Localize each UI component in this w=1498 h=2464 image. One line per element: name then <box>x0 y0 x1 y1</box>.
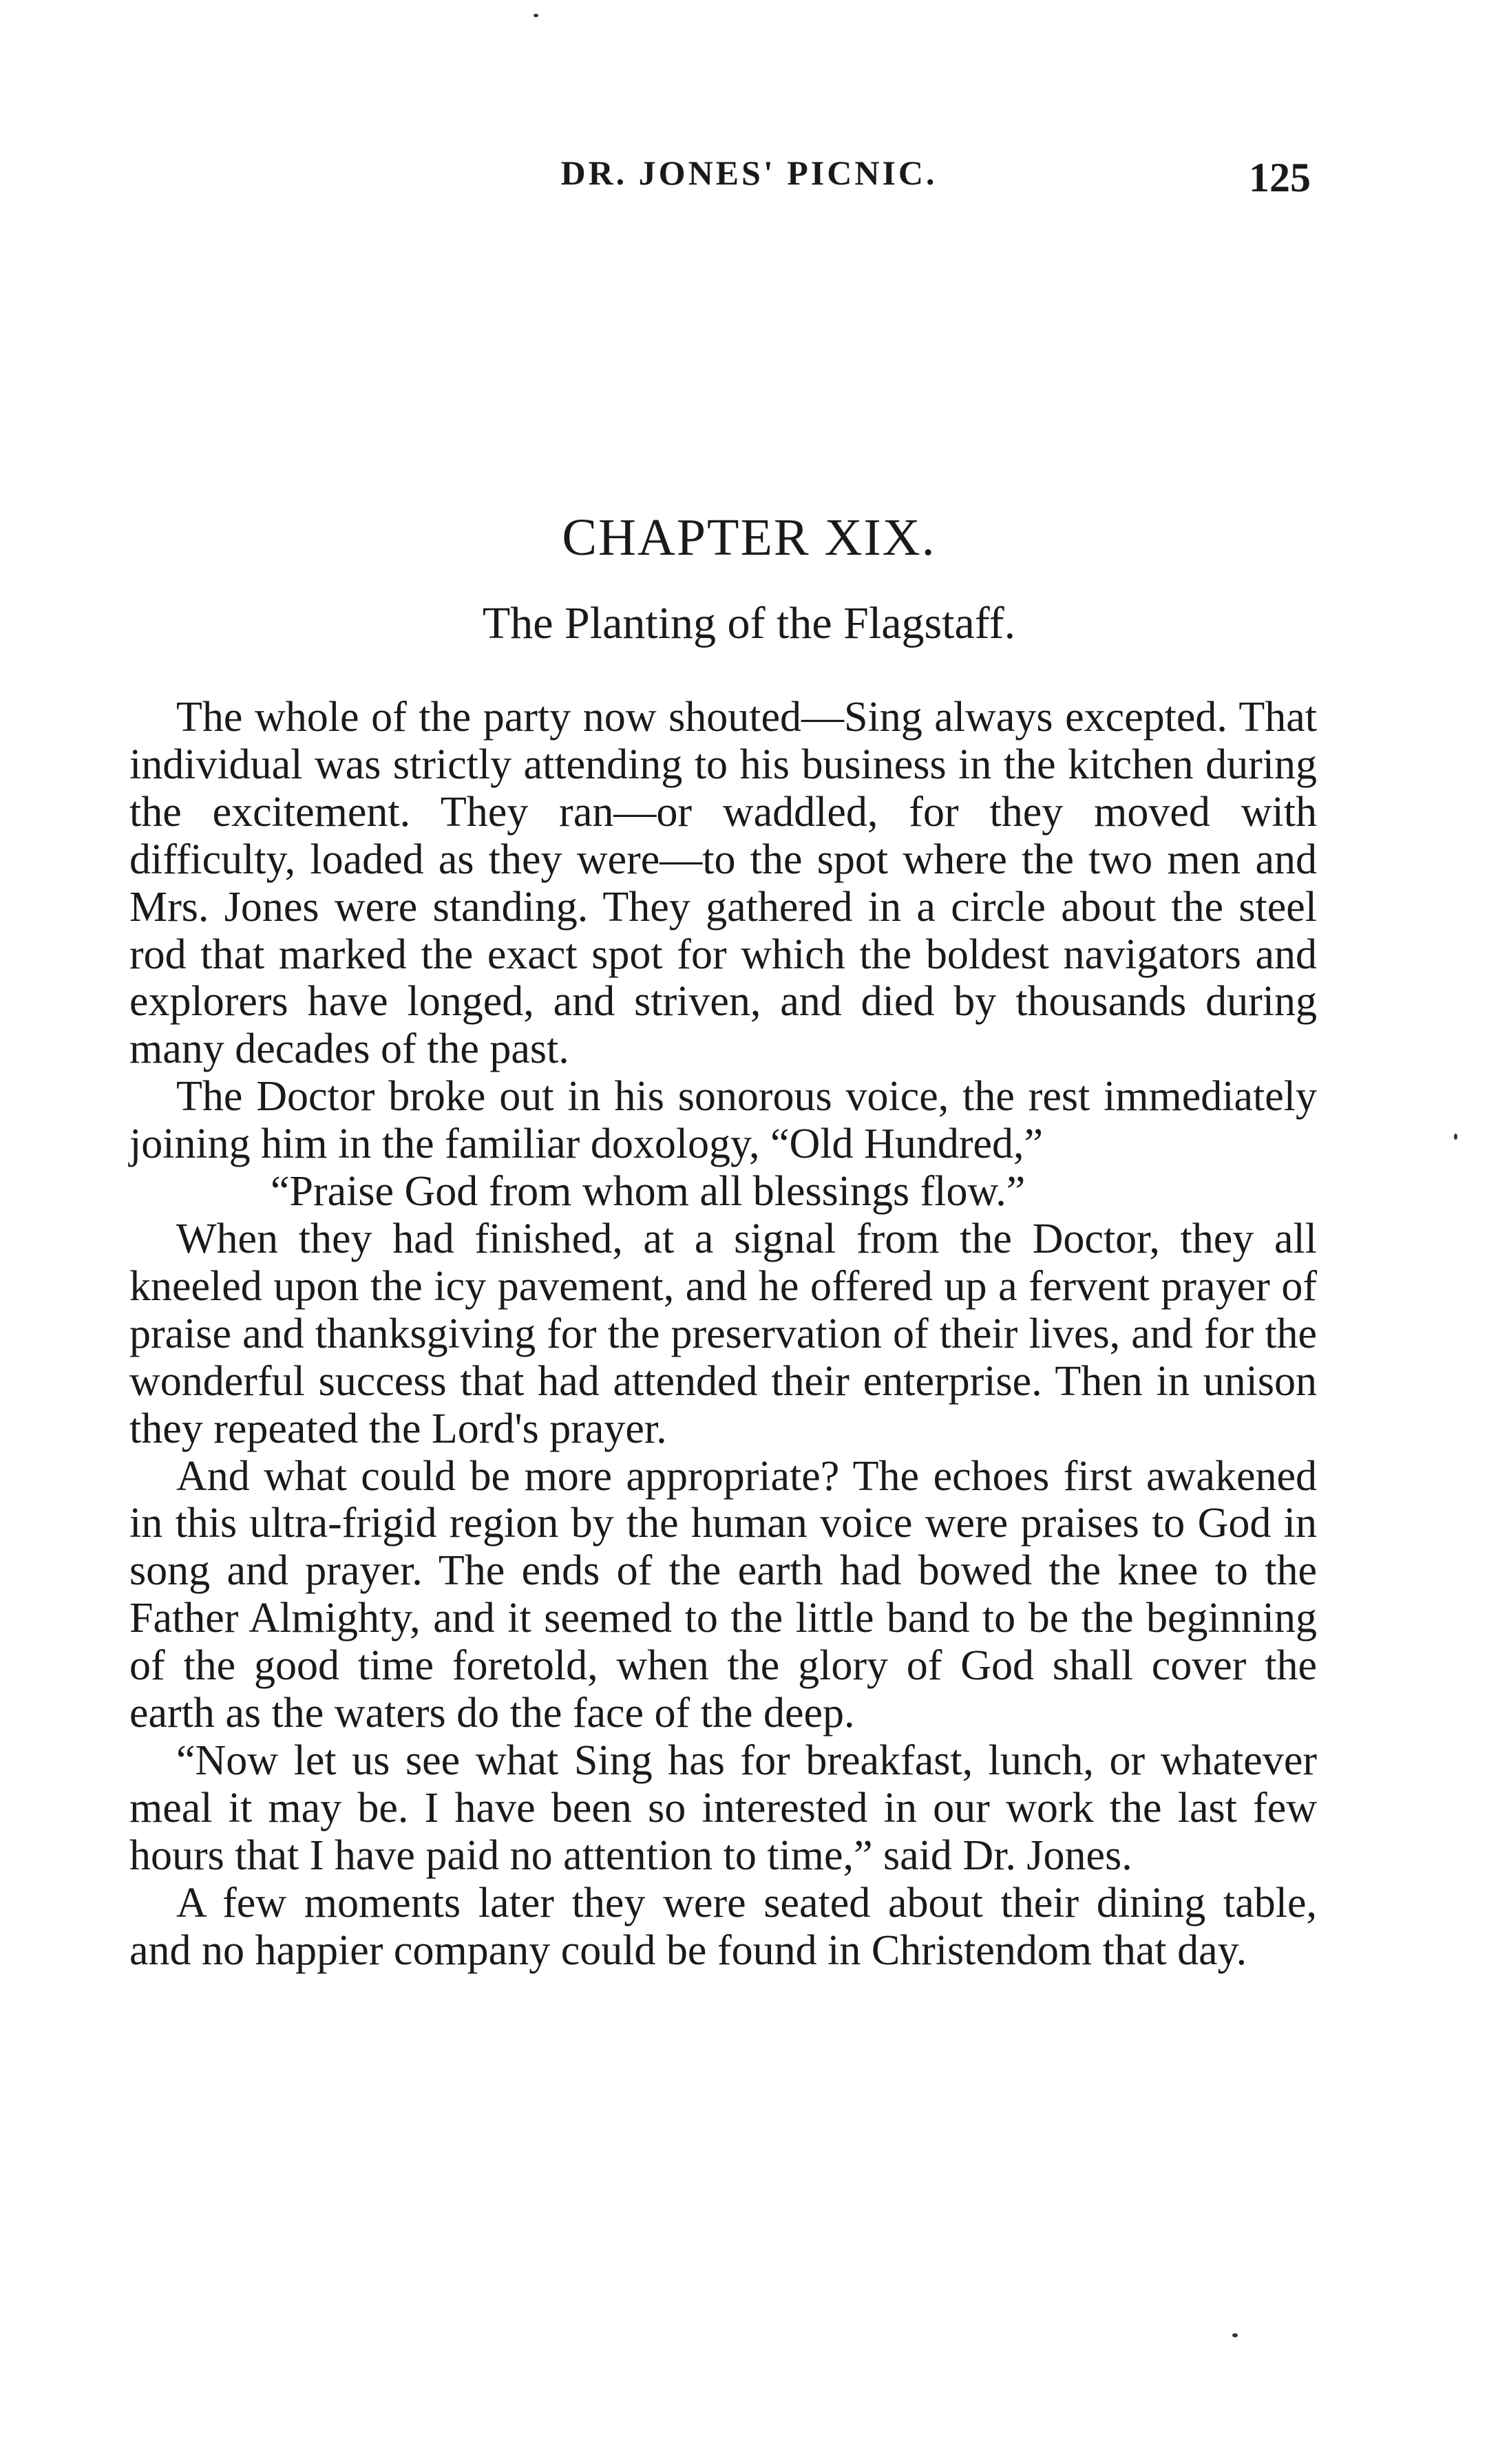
hymn-quote: “Praise God from whom all blessings flow.” <box>271 1168 1026 1215</box>
paragraph: A few moments later they were seated about their dining table, and no happier company could be found in Christendom that day. <box>129 1879 1317 1974</box>
chapter-heading: CHAPTER XIX. <box>562 509 936 566</box>
running-title: DR. JONES' PICNIC. <box>560 153 938 192</box>
paragraph: The whole of the party now shouted—Sing always excepted. That individual was strictly attending to his business in the kitchen during the excitement. They ran—or waddled, for they moved with difficulty, loaded as they were—to the spot where the two men and Mrs. Jones were standing. They gathered in a circle about the steel rod that marked the exact spot for which the boldest navigators and explorers have longed, and striven, and died by thousands during many decades of the past. <box>129 694 1317 1073</box>
print-speck <box>534 14 538 17</box>
paragraph: When they had finished, at a signal from the Doctor, they all kneeled upon the icy pavement, and he offered up a fervent prayer of praise and thanksgiving for the preservation of their lives, and for the wonderful success that had attended their enterprise. Then in unison they repeated the Lord's prayer. <box>129 1215 1317 1452</box>
paragraph: “Now let us see what Sing has for breakfast, lunch, or whatever meal it may be. I have been so interested in our work the last few hours that I have paid no attention to time,” said Dr. Jones. <box>129 1737 1317 1879</box>
print-speck <box>1232 2333 1238 2337</box>
running-head <box>0 153 1498 208</box>
paragraph: And what could be more appropriate? The echoes first awakened in this ultra-frigid region by the human voice were praises to God in song and prayer. The ends of the earth had bowed the knee to the Father Almighty, and it seemed to the little band to be the beginning of the good time foretold, when the glory of God shall cover the earth as the waters do the face of the deep. <box>129 1452 1317 1737</box>
body-text <box>129 694 1317 1974</box>
page-number: 125 <box>1249 155 1311 200</box>
chapter-subtitle: The Planting of the Flagstaff. <box>482 598 1016 648</box>
paragraph: The Doctor broke out in his sonorous voice, the rest immediately joining him in the familiar doxology, “Old Hundred,” <box>129 1073 1317 1168</box>
print-speck <box>1454 1134 1457 1140</box>
